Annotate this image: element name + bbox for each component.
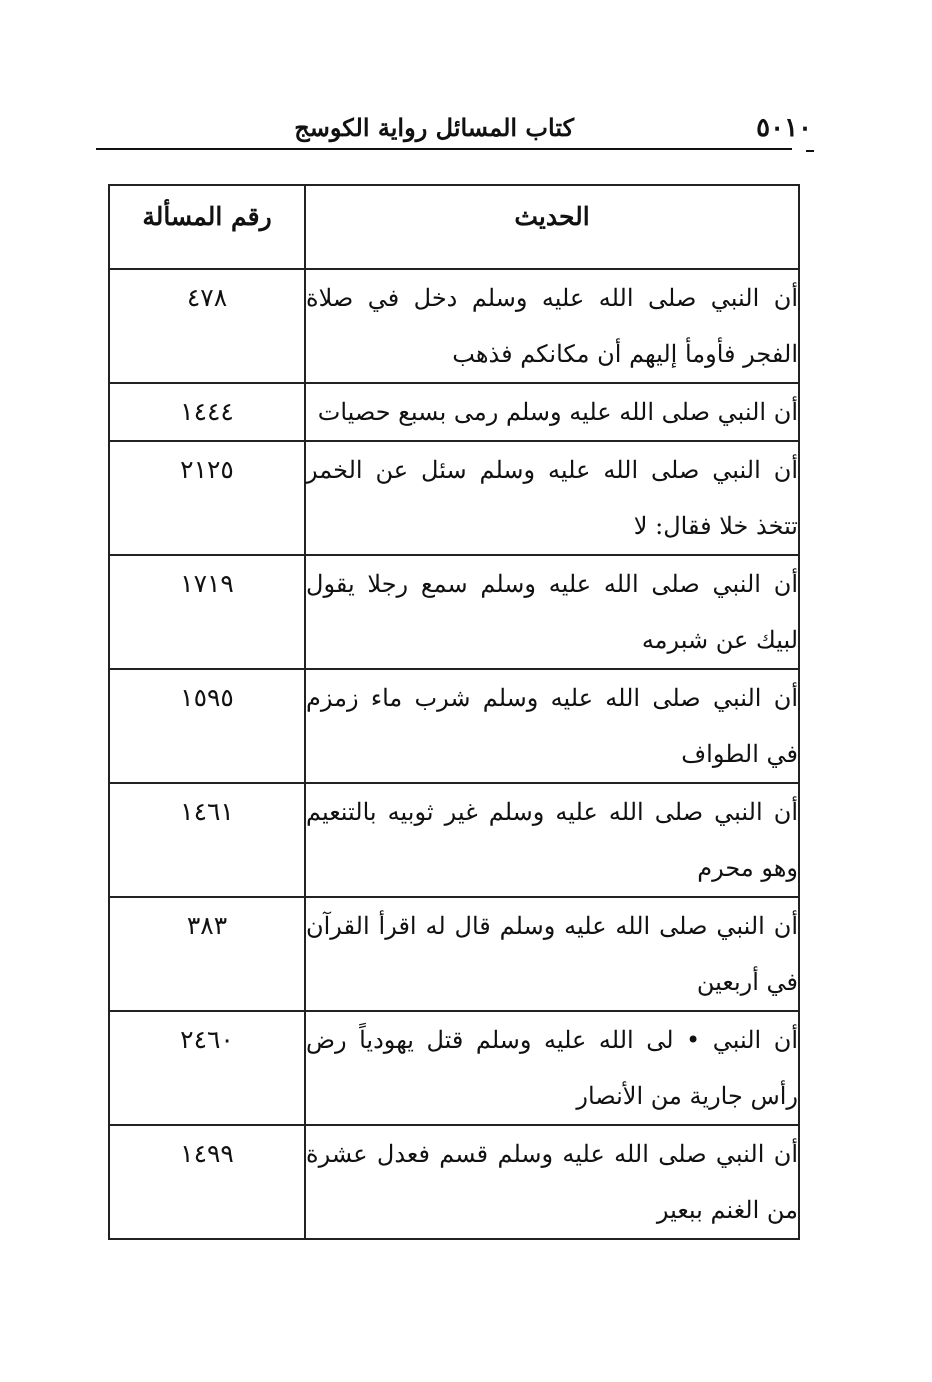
header-rule-tick	[806, 150, 814, 152]
table-row	[109, 1011, 799, 1125]
hadith-text-cell: أن النبي صلى الله عليه وسلم شرب ماء زمزم في الطواف	[305, 669, 799, 783]
issue-number-cell: ١٧١٩	[109, 555, 305, 669]
table-row	[109, 897, 799, 1011]
hadith-index-table	[108, 184, 800, 1240]
issue-number-cell: ١٤٤٤	[109, 383, 305, 441]
issue-number-cell: ٣٨٣	[109, 897, 305, 1011]
issue-number-cell: ١٤٦١	[109, 783, 305, 897]
issue-number-cell: ١٤٩٩	[109, 1125, 305, 1239]
hadith-text-cell: أن النبي صلى الله عليه وسلم رمى بسبع حصيات	[305, 383, 799, 441]
hadith-text-cell: أن النبي صلى الله عليه وسلم قسم فعدل عشرة من الغنم ببعير	[305, 1125, 799, 1239]
column-header-hadith: الحديث	[305, 185, 799, 269]
hadith-text-cell: أن النبي صلى الله عليه وسلم دخل في صلاة الفجر فأومأ إليهم أن مكانكم فذهب	[305, 269, 799, 383]
table-header-row	[109, 185, 799, 269]
issue-number-cell: ١٥٩٥	[109, 669, 305, 783]
issue-number-cell: ٢٤٦٠	[109, 1011, 305, 1125]
hadith-text-cell: أن النبي صلى الله عليه وسلم غير ثوبيه بالتنعيم وهو محرم	[305, 783, 799, 897]
table-body	[109, 269, 799, 1239]
issue-number-cell: ٢١٢٥	[109, 441, 305, 555]
table-row	[109, 383, 799, 441]
table-row	[109, 441, 799, 555]
hadith-text-cell: أن النبي • لى الله عليه وسلم قتل يهودياً رض رأس جارية من الأنصار	[305, 1011, 799, 1125]
running-title: كتاب المسائل رواية الكوسج	[294, 113, 574, 142]
issue-number-cell: ٤٧٨	[109, 269, 305, 383]
hadith-text-cell: أن النبي صلى الله عليه وسلم سئل عن الخمر تتخذ خلا فقال: لا	[305, 441, 799, 555]
table-row	[109, 555, 799, 669]
header-rule	[96, 148, 792, 150]
hadith-text-cell: أن النبي صلى الله عليه وسلم قال له اقرأ القرآن في أربعين	[305, 897, 799, 1011]
table-row	[109, 783, 799, 897]
table-row	[109, 269, 799, 383]
table-row	[109, 669, 799, 783]
page-header	[96, 108, 812, 152]
hadith-text-cell: أن النبي صلى الله عليه وسلم سمع رجلا يقول لبيك عن شبرمه	[305, 555, 799, 669]
table-row	[109, 1125, 799, 1239]
page-number: ٥٠١٠	[756, 113, 812, 143]
column-header-issue-number: رقم المسألة	[109, 185, 305, 269]
